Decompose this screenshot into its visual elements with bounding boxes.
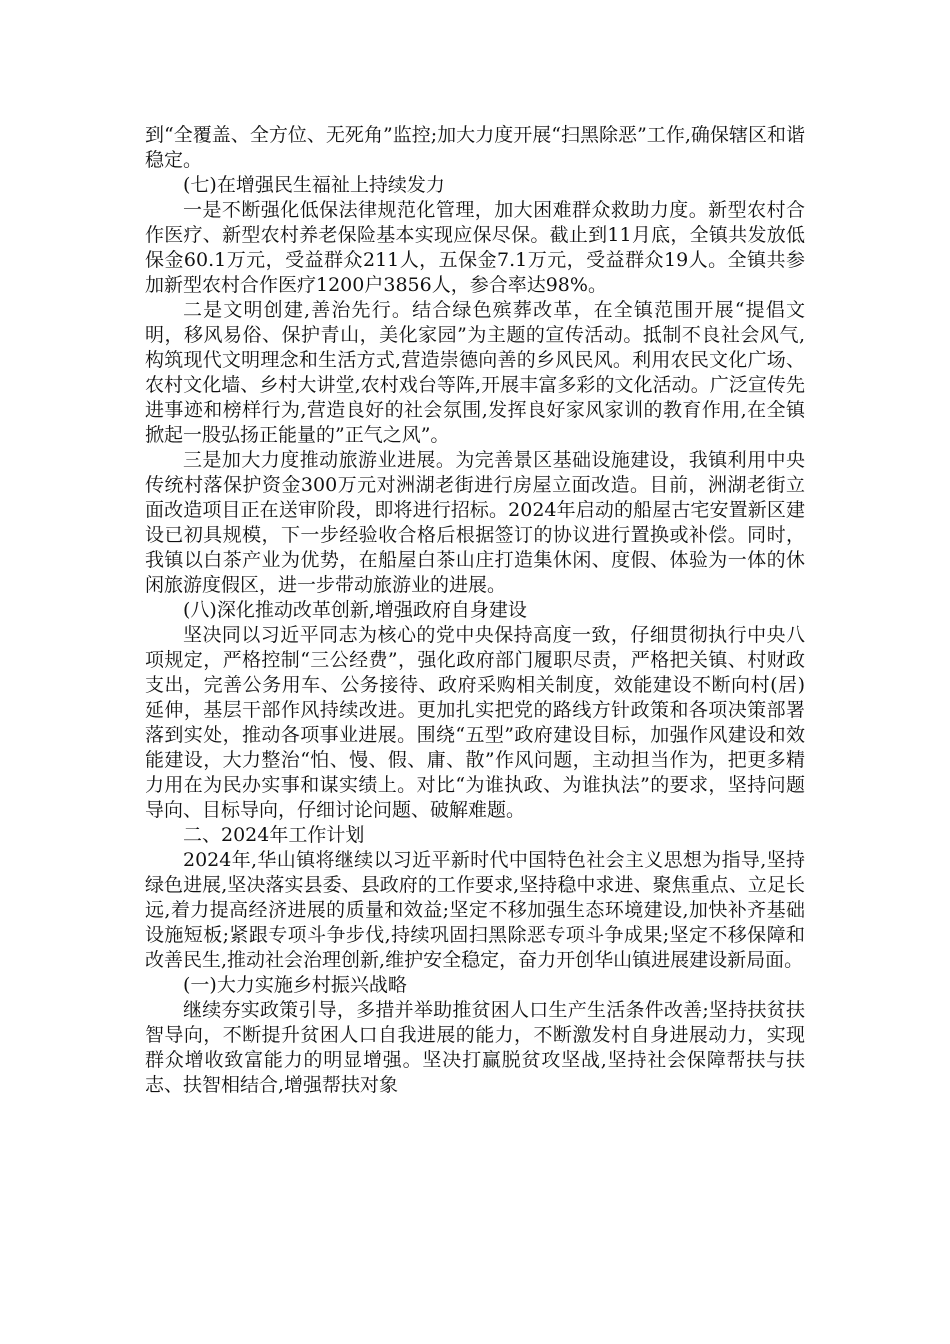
paragraph-tourism: 三是加大力度推动旅游业进展。为完善景区基础设施建设，我镇利用中央传统村落保护资金300万元对洲湖老街进行房屋立面改造。目前，洲湖老街立面改造项目正在送审阶段，即将进行招标。2024年启动的船屋古宅安置新区建设已初具规模，下一步经验收合格后根据签订的协议进行置换或补偿。同时，我镇以白茶产业为优势，在船屋白茶山庄打造集休闲、度假、体验为一体的休闲旅游度假区，进一步带动旅游业的进展。 bbox=[145, 449, 805, 596]
section-heading-1: (一)大力实施乡村振兴战略 bbox=[183, 974, 407, 996]
paragraph-rural-revitalization: 继续夯实政策引导，多措并举助推贫困人口生产生活条件改善;坚持扶贫扶智导向，不断提升贫困人口自我进展的能力，不断激发村自身进展动力，实现群众增收致富能力的明显增强。坚决打赢脱贫攻坚战,坚持社会保障帮扶与扶志、扶智相结合,增强帮扶对象 bbox=[145, 999, 805, 1096]
document-body bbox=[145, 123, 805, 1098]
paragraph-government-reform: 坚决同以习近平同志为核心的党中央保持高度一致，仔细贯彻执行中央八项规定，严格控制“三公经费”，强化政府部门履职尽责，严格把关镇、村财政支出，完善公务用车、公务接待、政府采购相关制度，效能建设不断向村(居)延伸，基层干部作风持续改进。更加扎实把党的路线方针政策和各项决策部署落到实处，推动各项事业进展。围绕“五型”政府建设目标，加强作风建设和效能建设，大力整治“怕、慢、假、庸、散”作风问题，主动担当作为，把更多精力用在为民办实事和谋实绩上。对比“为谁执政、为谁执法”的要求，坚持问题导向、目标导向，仔细讨论问题、破解难题。 bbox=[145, 624, 805, 821]
paragraph-continuation: 到“全覆盖、全方位、无死角”监控;加大力度开展“扫黑除恶”工作,确保辖区和谐稳定。 bbox=[145, 124, 805, 171]
section-heading-plan: 二、2024年工作计划 bbox=[183, 824, 365, 846]
section-heading-8: (八)深化推动改革创新,增强政府自身建设 bbox=[183, 599, 527, 621]
paragraph-social-security: 一是不断强化低保法律规范化管理，加大困难群众救助力度。新型农村合作医疗、新型农村养老保险基本实现应保尽保。截止到11月底，全镇共发放低保金60.1万元，受益群众211人，五保金7.1万元，受益群众19人。全镇共参加新型农村合作医疗1200户3856人，参合率达98%。 bbox=[145, 199, 805, 296]
paragraph-plan-overview: 2024年,华山镇将继续以习近平新时代中国特色社会主义思想为指导,坚持绿色进展,坚决落实县委、县政府的工作要求,坚持稳中求进、聚焦重点、立足长远,着力提高经济进展的质量和效益;坚定不移加强生态环境建设,加快补齐基础设施短板;紧跟专项斗争步伐,持续巩固扫黑除恶专项斗争成果;坚定不移保障和改善民生,推动社会治理创新,维护安全稳定，奋力开创华山镇进展建设新局面。 bbox=[145, 849, 805, 971]
section-heading-7: (七)在增强民生福祉上持续发力 bbox=[183, 174, 445, 196]
paragraph-civilization: 二是文明创建,善治先行。结合绿色殡葬改革，在全镇范围开展“提倡文明，移风易俗、保护青山，美化家园”为主题的宣传活动。抵制不良社会风气,构筑现代文明理念和生活方式,营造崇德向善的乡风民风。利用农民文化广场、农村文化墙、乡村大讲堂,农村戏台等阵,开展丰富多彩的文化活动。广泛宣传先进事迹和榜样行为,营造良好的社会氛围,发挥良好家风家训的教育作用,在全镇掀起一股弘扬正能量的”正气之风”。 bbox=[145, 299, 805, 446]
